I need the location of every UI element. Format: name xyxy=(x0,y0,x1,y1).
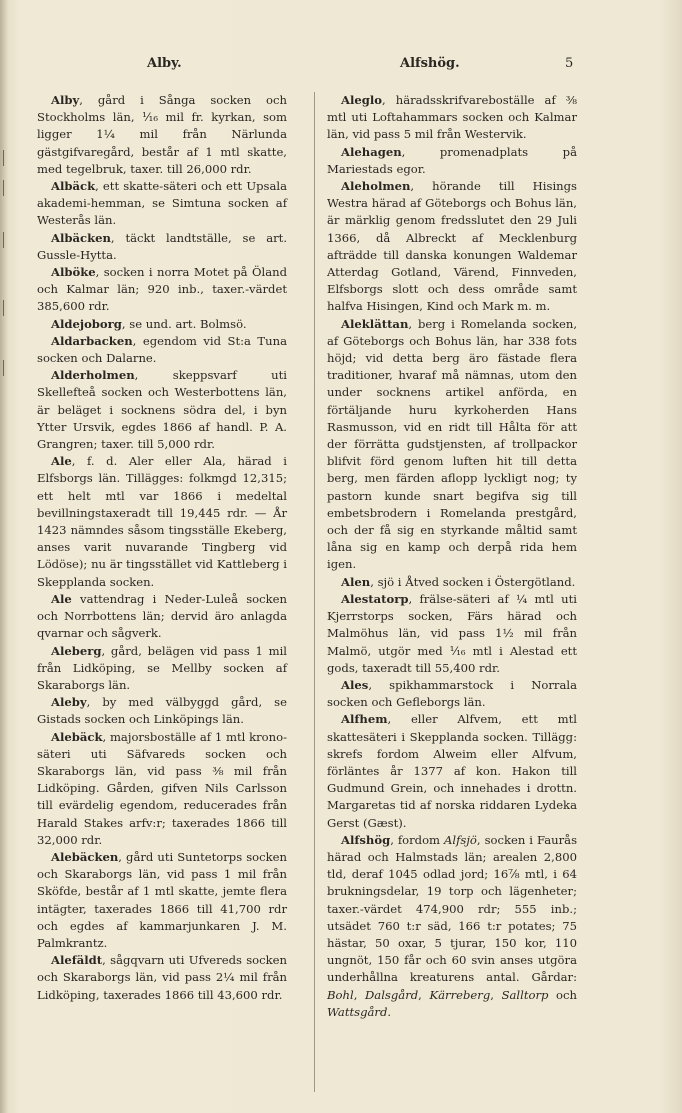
entry-headword: Ale xyxy=(51,591,72,606)
entry-headword: Aleglo xyxy=(341,93,383,107)
entry-headword: Alefäldt xyxy=(51,953,103,968)
dictionary-entry xyxy=(37,92,287,178)
dictionary-entry xyxy=(327,677,577,711)
entry-italic: Wattsgård xyxy=(327,1004,388,1019)
entry-text: , egendom vid St:a Tuna socken och Dalarne. xyxy=(37,333,287,366)
entry-text: , promenadplats på Mariestads egor. xyxy=(327,144,577,176)
entry-headword: Alfshög xyxy=(341,832,391,847)
binding-mark xyxy=(3,150,4,166)
entry-headword: Aleholmen xyxy=(341,179,411,194)
entry-italic: Salltorp xyxy=(501,987,549,1002)
dictionary-entry xyxy=(37,453,287,591)
dictionary-entry xyxy=(37,333,287,367)
dictionary-entry xyxy=(37,178,287,230)
entry-headword: Alebäcken xyxy=(51,849,119,864)
dictionary-entry xyxy=(37,694,287,728)
dictionary-entry xyxy=(327,178,577,316)
entry-headword: Alehagen xyxy=(341,144,402,159)
entry-text: , gård uti Suntetorps socken och Skaraborgs län, vid pass 1 mil från Sköfde, består af 1 mtl skatte, jemte flera intägter, taxerades 1866 till 41,700 rdr och egdes af kammarjunkaren J. M. Palmkrantz. xyxy=(37,849,287,950)
entry-headword: Aleklättan xyxy=(341,316,409,331)
entry-italic: Dalsgård xyxy=(365,987,419,1002)
entry-text: , majorsboställe af 1 mtl krono-säteri uti Säfvareds socken och Skaraborgs län, vid pass ⅜ mil från Lidköping. Gården, gifven Nils Carlsson till evärdelig egendom, reducerades från Harald Stakes arfv:r; taxerades 1866 till 32,000 rdr. xyxy=(37,729,287,847)
dictionary-entry xyxy=(37,264,287,316)
entry-text: , täckt landtställe, se art. Gussle-Hytta. xyxy=(37,230,287,262)
dictionary-entry xyxy=(37,729,287,849)
entry-text: , se und. art. Bolmsö. xyxy=(121,316,247,331)
dictionary-entry xyxy=(37,230,287,264)
dictionary-entry xyxy=(327,316,577,574)
dictionary-entry xyxy=(37,952,287,1004)
entry-italic: Kärreberg xyxy=(429,987,491,1002)
entry-text: , eller Alfvem, ett mtl skattesäteri i Skepplanda socken. Tillägg: skrefs fordom Alweim eller Alfvum, förläntes år 1377 af kon. Hakon till Gudmund Grein, och innehades i drottn. Margaretas tid af norska riddaren Lydeka Gerst (Gæst). xyxy=(327,712,577,830)
entry-headword: Alfhem xyxy=(341,712,388,727)
entry-text: och xyxy=(548,987,577,1002)
entry-headword: Alen xyxy=(341,574,371,589)
entry-headword: Aldejoborg xyxy=(51,316,122,331)
entry-text: , by med välbyggd gård, se Gistads socken och Linköpings län. xyxy=(37,695,287,727)
header-left-title: Alby. xyxy=(147,56,182,71)
dictionary-entry xyxy=(37,367,287,453)
entry-headword: Alderholmen xyxy=(51,368,135,383)
dictionary-entry xyxy=(327,144,577,178)
header-right-title: Alfshög. xyxy=(400,56,460,71)
dictionary-entry xyxy=(327,574,577,591)
entry-text: , sjö i Åtved socken i Östergötland. xyxy=(370,574,576,589)
binding-mark xyxy=(3,360,4,376)
entry-headword: Aleberg xyxy=(51,643,102,658)
left-column xyxy=(37,92,287,1004)
dictionary-entry xyxy=(37,591,287,643)
entry-text: . xyxy=(387,1004,392,1019)
entry-text: , f. d. Aler eller Ala, härad i Elfsborgs län. Tillägges: folkmgd 12,315; ett helt mtl var 1866 i medeltal bevillningstaxeradt till 19,445 rdr. — År 1423 nämndes såsom tingsställe Ekeberg, anses varit nuvarande Tingberg vid Lödöse); nu är tingsstället vid Kattleberg i Skepplanda socken. xyxy=(37,454,287,589)
page-number: 5 xyxy=(565,56,574,71)
entry-text: , socken i norra Motet på Öland och Kalmar län; 920 inb., taxer.-värdet 385,600 rdr. xyxy=(37,265,287,314)
entry-text: , gård i Sånga socken och Stockholms län, ¹⁄₁₆ mil fr. kyrkan, som ligger 1¼ mil från Närlunda gästgifvaregård, består af 1 mtl skatte, med tegelbruk, taxer. till 26,000 rdr. xyxy=(37,93,287,176)
entry-text: , spikhammarstock i Norrala socken och Gefleborgs län. xyxy=(327,677,577,710)
entry-headword: Alby xyxy=(51,93,80,107)
dictionary-entry xyxy=(327,591,577,677)
entry-text: , häradsskrifvareboställe af ⅜ mtl uti Loftahammars socken och Kalmar län, vid pass 5 mil från Westervik. xyxy=(327,93,577,142)
running-header xyxy=(0,56,682,80)
entry-headword: Alebäck xyxy=(51,729,103,744)
binding-mark xyxy=(3,180,4,196)
entry-headword: Ales xyxy=(341,677,369,692)
entry-italic: Bohl xyxy=(327,987,354,1002)
dictionary-entry xyxy=(37,316,287,333)
right-column xyxy=(327,92,577,1021)
entry-headword: Aldarbacken xyxy=(51,333,133,348)
entry-headword: Aleby xyxy=(51,695,87,710)
column-divider xyxy=(314,92,315,1092)
entry-text: , berg i Romelanda socken, af Göteborgs och Bohus län, har 338 fots höjd; vid detta berg äro fästade flera traditioner, hvaraf må nämnas, utom den under socknens artikel anförda, en förtäljande huru kyrkoherden Hans Rasmusson, vid en ridt till Hålta för att der förrätta gudstjensten, af trollpackor blifvit förd genom luften hit till detta berg, men färden aflopp lyckligt nog; ty pastorn kunde snart begifva sig till embetsbrodern i Romelanda prestgård, och der få sig en styrkande måltid samt låna sig en kamp och derpå rida hem igen. xyxy=(327,316,577,572)
entry-headword: Alböke xyxy=(51,265,96,280)
entry-text: , frälse-säteri af ¼ mtl uti Kjerrstorps socken, Färs härad och Malmöhus län, vid pass 1½ mil från Malmö, utgör med ¹⁄₁₆ mtl i Alestad ett gods, taxeradt till 55,400 rdr. xyxy=(327,591,577,675)
entry-text: , skeppsvarf uti Skellefteå socken och Westerbottens län, är beläget i socknens södra del, i byn Ytter Ursvik, egdes 1866 af handl. P. A. Grangren; taxer. till 5,000 rdr. xyxy=(37,368,287,452)
dictionary-entry xyxy=(37,643,287,695)
entry-italic: Alfsjö xyxy=(444,832,477,847)
entry-text: , ett skatte-säteri och ett Upsala akademi-hemman, se Simtuna socken af Westerås län. xyxy=(37,179,287,228)
entry-text: , gård, belägen vid pass 1 mil från Lidköping, se Mellby socken af Skaraborgs län. xyxy=(37,643,287,692)
entry-text: , hörande till Hisings Westra härad af Göteborgs och Bohus län, är märklig genom fredsslutet den 29 Juli 1366, då Albreckt af Mecklenburg afträdde till danska konungen Waldemar Atterdag Gotland, Värend, Finnveden, Elfsborgs slott och dess område samt halfva Hisingen, Kind och Mark m. m. xyxy=(327,179,577,314)
entry-headword: Albäck xyxy=(51,179,96,194)
entry-text: , fordom xyxy=(390,832,445,847)
dictionary-entry xyxy=(327,711,577,831)
entry-text: , sågqvarn uti Ufvereds socken och Skaraborgs län, vid pass 2¼ mil från Lidköping, taxerades 1866 till 43,600 rdr. xyxy=(37,953,287,1002)
entry-headword: Ale xyxy=(51,454,72,469)
dictionary-entry xyxy=(37,849,287,952)
binding-mark xyxy=(3,232,4,248)
dictionary-entry xyxy=(327,92,577,144)
entry-headword: Albäcken xyxy=(51,230,111,245)
entry-headword: Alestatorp xyxy=(341,591,409,606)
entry-text: vattendrag i Neder-Luleå socken och Norrbottens län; dervid äro anlagda qvarnar och sågverk. xyxy=(37,591,287,641)
binding-mark xyxy=(3,300,4,316)
dictionary-entry: Alfshög, fordom Alfsjö, socken i Faurås härad och Halmstads län; arealen 2,800 tld, deraf 1045 odlad jord; 16⁷⁄₈ mtl, i 64 brukningsdelar, 19 torp och lägenheter; taxer.-värdet 474,900 rdr; 555 inb.; utsädet 760 t:r säd, 166 t:r potates; 75 hästar, 50 oxar, 5 tjurar, 150 kor, 110 ungnöt, 150 får och 60 svin anses utgöra underhållna kreaturens antal. Gårdar: Bohl, Dalsgård, Kärreberg, Salltorp och Wattsgård. xyxy=(327,832,578,1019)
entry-text: , socken i Faurås härad och Halmstads län; arealen 2,800 tld, deraf 1045 odlad jord; 16⁷⁄₈ mtl, i 64 brukningsdelar, 19 torp och lägenheter; taxer.-värdet 474,900 rdr; 555 inb.; utsädet 760 t:r säd, 166 t:r potates; 75 hästar, 50 oxar, 5 tjurar, 150 kor, 110 ungnöt, 150 får och 60 svin anses utgöra underhållna kreaturens antal. Gårdar: xyxy=(327,832,578,985)
